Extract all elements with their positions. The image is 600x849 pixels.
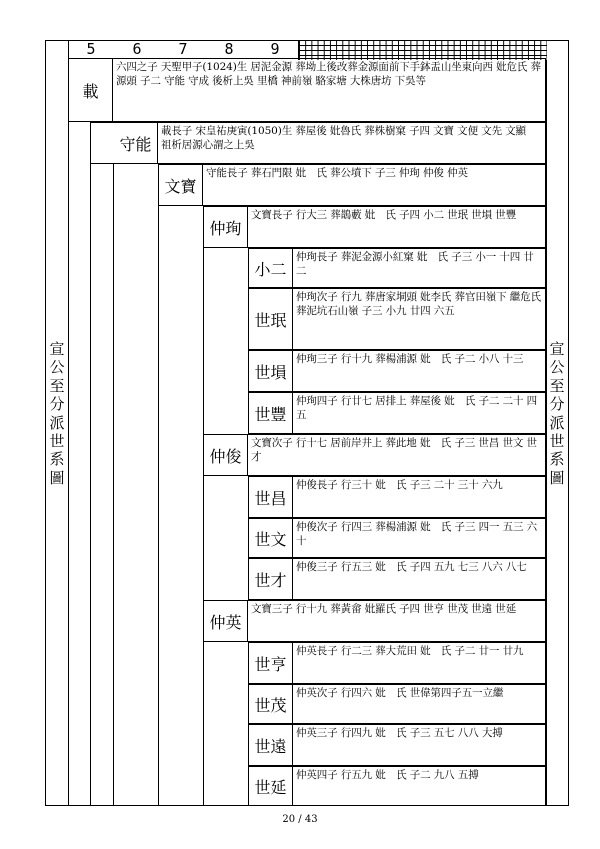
entry-text-shimao: 仲英次子 行四六 妣 氏 世偉第四子五一立繼 bbox=[296, 687, 504, 699]
entry-name-shiyuan: 世遠 bbox=[254, 736, 287, 756]
entry-name-xiaoer: 小二 bbox=[254, 259, 287, 279]
rule-gen5 bbox=[90, 122, 91, 806]
entry-name-shiyan: 世延 bbox=[254, 777, 287, 797]
entry-text-shimin: 仲珣次子 行九 葬唐家垌頭 妣李氏 葬官田嶺下 繼危氏 葬泥坑石山嶺 子三 小九 廿四 六五 bbox=[296, 291, 541, 317]
entry-name-shiheng: 世亨 bbox=[254, 654, 287, 674]
entry-name-zhongxun: 仲珣 bbox=[209, 218, 242, 238]
entry-name-wenbao: 文寶 bbox=[164, 176, 197, 196]
entry-text-zhongxun: 文寶長子 行大三 葬鵲藪 妣 氏 子四 小二 世珉 世塤 世豐 bbox=[251, 209, 517, 221]
entry-text-shiheng: 仲英長子 行二三 葬大荒田 妣 氏 子二 廿一 廿九 bbox=[296, 645, 524, 657]
entry-name-zhongying: 仲英 bbox=[209, 612, 242, 632]
page-number: 20 / 43 bbox=[282, 814, 318, 825]
entry-text-shiyuan: 仲英三子 行四九 妣 氏 子三 五七 八八 大搏 bbox=[296, 727, 503, 739]
generation-number: 5 bbox=[86, 40, 96, 58]
entry-text-zhongjun: 文寶次子 行十七 居前岸井上 葬此地 妣 氏 子三 世昌 世文 世才 bbox=[251, 437, 537, 463]
entry-text-zhongying: 文寶三子 行十九 葬黃畲 妣羅氏 子四 世亨 世茂 世遠 世延 bbox=[251, 603, 517, 615]
side-title-right: 宣 公 至 分 派 世 系 圖 bbox=[549, 340, 565, 487]
rule-left-margin bbox=[68, 40, 69, 806]
entry-text-wenbao: 守能長子 葬石門限 妣 氏 葬公墳下 子三 仲珣 仲俊 仲英 bbox=[206, 167, 468, 179]
entry-text-xiaoer: 仲珣長子 葬泥金源小紅窠 妣 氏 子三 小一 十四 廿二 bbox=[296, 251, 534, 277]
hatched-grid-band bbox=[298, 40, 547, 60]
generation-number: 7 bbox=[178, 40, 188, 58]
side-title-left: 宣 公 至 分 派 世 系 圖 bbox=[49, 340, 65, 487]
entry-name-shimin: 世珉 bbox=[254, 310, 287, 330]
entry-name-shiwen: 世文 bbox=[254, 529, 287, 549]
generation-header bbox=[68, 40, 298, 58]
entry-text-shifeng: 仲珣四子 行廿七 居排上 葬屋後 妣 氏 子二 二十 四五 bbox=[296, 395, 538, 421]
entry-text-zai: 六四之子 天聖甲子(1024)生 居泥金源 葬坳上後改葬金源面前下手鉢盂山坐東向西 妣危氏 葬源頭 子二 守能 守成 後析上吳 里橋 神前嶺 駱家塘 大株唐坊 下吳等 bbox=[116, 61, 541, 87]
rule-gen7 bbox=[158, 206, 159, 806]
rule-gen8 bbox=[203, 248, 204, 806]
entry-name-shicai: 世才 bbox=[254, 570, 287, 590]
generation-number: 9 bbox=[270, 40, 280, 58]
rule-gen6 bbox=[113, 164, 114, 806]
entry-name-zai: 載 bbox=[82, 81, 99, 101]
entry-name-shichang: 世昌 bbox=[254, 488, 287, 508]
entry-text-shicai: 仲俊三子 行五三 妣 氏 子四 五九 七三 八六 八七 bbox=[296, 561, 527, 573]
entry-name-shifeng: 世豐 bbox=[254, 404, 287, 424]
entry-name-shixun: 世塤 bbox=[254, 362, 287, 382]
entry-text-shixun: 仲珣三子 行十九 葬楊浦源 妣 氏 子二 小八 十三 bbox=[296, 353, 524, 365]
entry-name-shimao: 世茂 bbox=[254, 695, 287, 715]
entry-name-shouneng: 守能 bbox=[119, 134, 152, 154]
generation-number: 6 bbox=[132, 40, 142, 58]
entry-text-shiyan: 仲英四子 行五九 妣 氏 子二 九八 五搏 bbox=[296, 769, 479, 781]
generation-number: 8 bbox=[224, 40, 234, 58]
entry-name-zhongjun: 仲俊 bbox=[209, 446, 242, 466]
entry-text-shiwen: 仲俊次子 行四三 葬楊浦源 妣 氏 子三 四一 五三 六十 bbox=[296, 521, 538, 547]
entry-text-shouneng: 載長子 宋皇祐庚寅(1050)生 葬屋後 妣魯氏 葬株樹窠 子四 文寶 文便 文先 文顯 祖析居源心謂之上吳 bbox=[161, 125, 537, 151]
entry-text-shichang: 仲俊長子 行三十 妣 氏 子三 二十 三十 六九 bbox=[296, 479, 503, 491]
